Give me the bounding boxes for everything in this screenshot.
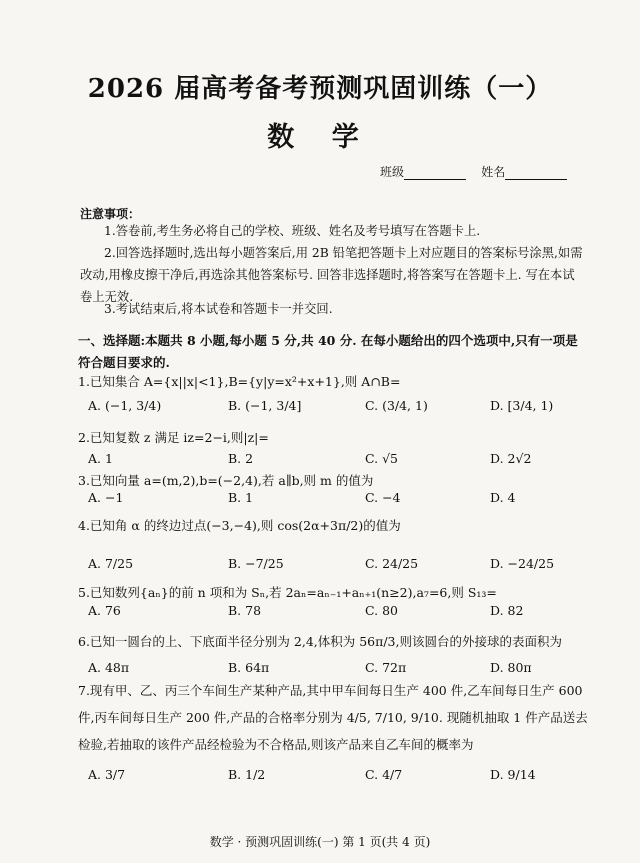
note-item-2: 2.回答选择题时,选出每小题答案后,用 2B 铅笔把答题卡上对应题目的答案标号涂黑,如需改动,用橡皮擦干净后,再选涂其他答案标号. 回答非选择题时,将答案写在答题卡上. 写在本试卷上无效.	[80, 246, 583, 304]
q6-option-c: C. 72π	[365, 660, 407, 675]
class-blank	[404, 167, 466, 180]
q5-option-b: B. 78	[228, 603, 262, 618]
q5-option-d: D. 82	[490, 603, 524, 618]
q3-option-b: B. 1	[228, 490, 254, 505]
q4-option-a: A. 7/25	[88, 556, 134, 571]
q1-option-c: C. (3/4, 1)	[365, 398, 428, 413]
q3-option-d: D. 4	[490, 490, 516, 505]
q1-option-b: B. (−1, 3/4]	[228, 398, 302, 413]
q4-option-c: C. 24/25	[365, 556, 419, 571]
note-item-3: 3.考试结束后,将本试卷和答题卡一并交回.	[104, 302, 333, 316]
q7-option-b: B. 1/2	[228, 767, 266, 782]
note-item-1: 1.答卷前,考生务必将自己的学校、班级、姓名及考号填写在答题卡上.	[104, 224, 481, 238]
q4-option-d: D. −24/25	[490, 556, 555, 571]
q2-option-d: D. 2√2	[490, 451, 532, 466]
question-2: 2.已知复数 z 满足 iz=2−i,则|z|=	[78, 430, 269, 445]
q7-option-c: C. 4/7	[365, 767, 403, 782]
q5-option-c: C. 80	[365, 603, 398, 618]
q5-option-a: A. 76	[88, 603, 121, 618]
page-title: 2026 届高考备考预测巩固训练（一）	[87, 74, 553, 104]
q2-option-b: B. 2	[228, 451, 254, 466]
question-7: 7.现有甲、乙、丙三个车间生产某种产品,其中甲车间每日生产 400 件,乙车间每日生产 600 件,丙车间每日生产 200 件,产品的合格率分别为 4/5, 7/10, 9/10. 现随机抽取 1 件产品送去检验,若抽取的该件产品经检验为不合格品,则该产品来自乙车间的概率为	[78, 683, 588, 752]
question-6: 6.已知一圆台的上、下底面半径分别为 2,4,体积为 56π/3,则该圆台的外接球的表面积为	[78, 634, 562, 649]
q4-option-b: B. −7/25	[228, 556, 284, 571]
q7-option-d: D. 9/14	[490, 767, 536, 782]
section-heading: 一、选择题:本题共 8 小题,每小题 5 分,共 40 分. 在每小题给出的四个选项中,只有一项是符合题目要求的.	[78, 333, 578, 370]
q2-option-a: A. 1	[88, 451, 113, 466]
q1-option-a: A. (−1, 3/4)	[88, 398, 162, 413]
q7-option-a: A. 3/7	[88, 767, 126, 782]
question-5: 5.已知数列{aₙ}的前 n 项和为 Sₙ,若 2aₙ=aₙ₋₁+aₙ₊₁(n≥2),a₇=6,则 S₁₃=	[78, 585, 497, 600]
q3-option-a: A. −1	[88, 490, 124, 505]
q2-option-c: C. √5	[365, 451, 398, 466]
page-footer: 数学 · 预测巩固训练(一) 第 1 页(共 4 页)	[209, 835, 431, 849]
q6-option-d: D. 80π	[490, 660, 532, 675]
q3-option-c: C. −4	[365, 490, 401, 505]
q1-option-d: D. [3/4, 1)	[490, 398, 554, 413]
class-name-line	[380, 163, 567, 180]
q6-option-b: B. 64π	[228, 660, 270, 675]
q6-option-a: A. 48π	[88, 660, 130, 675]
notes-title: 注意事项：	[80, 207, 141, 221]
question-3: 3.已知向量 a=(m,2),b=(−2,4),若 a∥b,则 m 的值为	[78, 473, 374, 488]
name-blank	[505, 167, 567, 180]
question-4: 4.已知角 α 的终边过点(−3,−4),则 cos(2α+3π/2)的值为	[78, 518, 401, 533]
class-label: 班级	[380, 165, 405, 179]
name-label: 姓名	[481, 165, 506, 179]
subject-title: 数 学	[267, 122, 373, 153]
question-1: 1.已知集合 A={x||x|<1},B={y|y=x²+x+1},则 A∩B=	[78, 374, 401, 389]
